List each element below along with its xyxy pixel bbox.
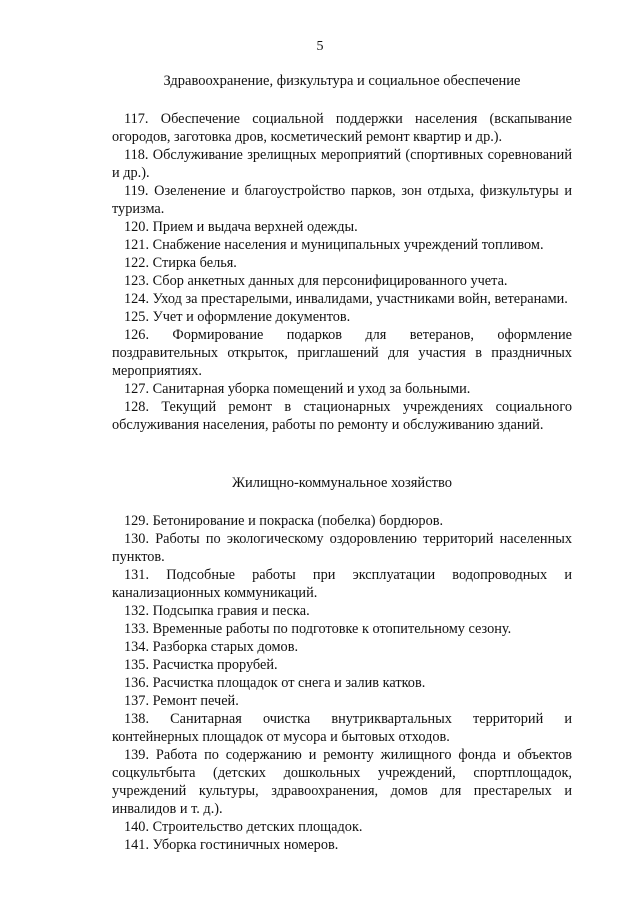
- list-item: 126. Формирование подарков для ветеранов, оформление поздравительных открыток, приглашений для участия в праздничных мероприятиях.: [112, 327, 572, 379]
- list-item: 134. Разборка старых домов.: [124, 639, 299, 655]
- list-item: 120. Прием и выдача верхней одежды.: [124, 219, 358, 235]
- section-housing-utilities: [112, 474, 572, 854]
- section-healthcare: [112, 72, 572, 434]
- list-item: 139. Работа по содержанию и ремонту жилищного фонда и объектов соцкультбыта (детских дошкольных учреждений, спортплощадок, учреждений культуры, здравоохранения, домов для престарелых и инвалидов и т. д.).: [112, 747, 572, 817]
- list-item: 121. Снабжение населения и муниципальных учреждений топливом.: [124, 237, 544, 253]
- list-item: 136. Расчистка площадок от снега и залив катков.: [124, 675, 426, 691]
- section-heading: Жилищно-коммунальное хозяйство: [232, 475, 452, 491]
- list-item: 132. Подсыпка гравия и песка.: [124, 603, 310, 619]
- list-item: 123. Сбор анкетных данных для персонифицированного учета.: [124, 273, 508, 289]
- list-item: 138. Санитарная очистка внутриквартальных территорий и контейнерных площадок от мусора и бытовых отходов.: [112, 711, 572, 745]
- list-item: 122. Стирка белья.: [124, 255, 237, 271]
- item-list: [112, 512, 572, 854]
- list-item: 127. Санитарная уборка помещений и уход за больными.: [124, 381, 471, 397]
- list-item: 135. Расчистка прорубей.: [124, 657, 278, 673]
- item-list: [112, 110, 572, 434]
- list-item: 131. Подсобные работы при эксплуатации водопроводных и канализационных коммуникаций.: [112, 567, 572, 601]
- list-item: 141. Уборка гостиничных номеров.: [124, 837, 339, 853]
- list-item: 130. Работы по экологическому оздоровлению территорий населенных пунктов.: [112, 531, 572, 565]
- list-item: 124. Уход за престарелыми, инвалидами, участниками войн, ветеранами.: [124, 291, 568, 307]
- list-item: 133. Временные работы по подготовке к отопительному сезону.: [124, 621, 512, 637]
- list-item: 125. Учет и оформление документов.: [124, 309, 351, 325]
- list-item: 140. Строительство детских площадок.: [124, 819, 363, 835]
- list-item: 128. Текущий ремонт в стационарных учреждениях социального обслуживания населения, работы по ремонту и обслуживанию зданий.: [112, 399, 572, 433]
- section-heading: Здравоохранение, физкультура и социальное обеспечение: [163, 73, 521, 89]
- list-item: 119. Озеленение и благоустройство парков, зон отдыха, физкультуры и туризма.: [112, 183, 572, 217]
- list-item: 137. Ремонт печей.: [124, 693, 239, 709]
- list-item: 129. Бетонирование и покраска (побелка) бордюров.: [124, 513, 444, 529]
- list-item: 118. Обслуживание зрелищных мероприятий (спортивных соревнований и др.).: [112, 147, 572, 181]
- page-number: 5: [316, 39, 324, 54]
- list-item: 117. Обеспечение социальной поддержки населения (вскапывание огородов, заготовка дров, косметический ремонт квартир и др.).: [112, 111, 572, 145]
